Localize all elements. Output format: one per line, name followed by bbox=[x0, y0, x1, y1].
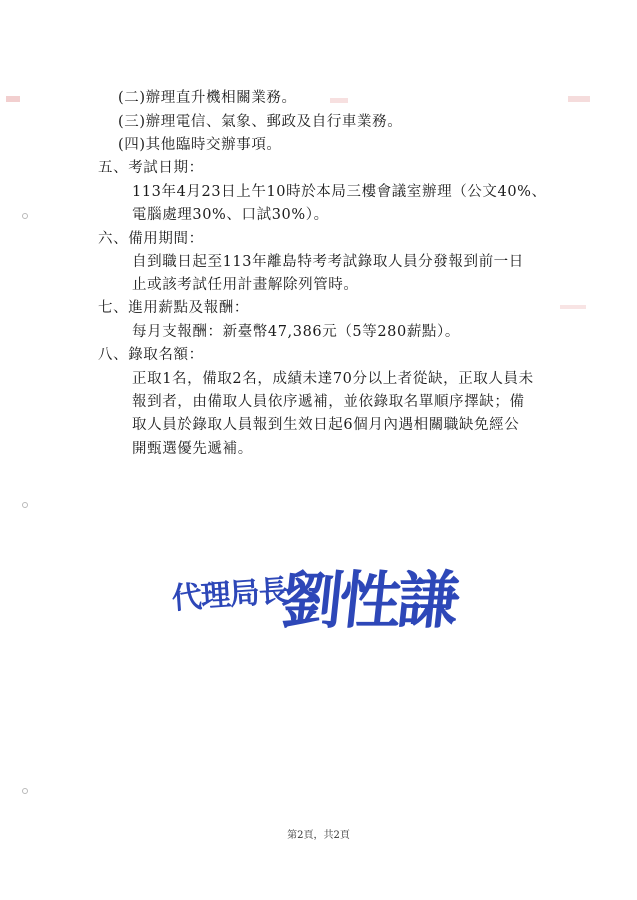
exam-date-text: 113年4月23日上午10時於本局三樓會議室辦理（公文40%、 bbox=[132, 184, 547, 200]
binding-dot bbox=[22, 788, 28, 794]
item-helicopter: (二)辦理直升機相關業務。 bbox=[118, 90, 297, 106]
quota-text-cont-3: 開甄選優先遞補。 bbox=[132, 441, 253, 457]
section-exam-date-heading: 五、考試日期： bbox=[98, 160, 204, 176]
reserve-period-text: 自到職日起至113年離島特考考試錄取人員分發報到前一日 bbox=[132, 254, 524, 270]
item-other-duties: (四)其他臨時交辦事項。 bbox=[118, 137, 282, 153]
salary-text: 每月支報酬：新臺幣47,386元（5等280薪點）。 bbox=[132, 324, 460, 340]
seal-mark-right bbox=[568, 96, 590, 102]
binding-dot bbox=[22, 502, 28, 508]
section-salary-heading: 七、進用薪點及報酬： bbox=[98, 300, 249, 316]
item-telecom: (三)辦理電信、氣象、郵政及自行車業務。 bbox=[118, 114, 403, 130]
quota-text-cont-2: 取人員於錄取人員報到生效日起6個月內遇相關職缺免經公 bbox=[132, 417, 520, 433]
page-number: 第2頁，共2頁 bbox=[287, 830, 350, 841]
quota-text: 正取1名，備取2名，成績未達70分以上者從缺，正取人員未 bbox=[132, 371, 534, 387]
binding-dot bbox=[22, 213, 28, 219]
seal-mark-right-low bbox=[560, 305, 586, 309]
reserve-period-text-cont: 止或該考試任用計畫解除列管時。 bbox=[132, 277, 359, 293]
svg-text:劉性謙: 劉性謙 bbox=[277, 564, 460, 637]
seal-mark-center bbox=[330, 98, 348, 103]
quota-text-cont-1: 報到者，由備取人員依序遞補，並依錄取名單順序擇缺；備 bbox=[132, 394, 525, 410]
seal-mark-left bbox=[6, 96, 20, 102]
acting-director-signature-stamp bbox=[170, 538, 470, 638]
section-reserve-period-heading: 六、備用期間： bbox=[98, 231, 204, 247]
section-quota-heading: 八、錄取名額： bbox=[98, 347, 204, 363]
exam-date-text-cont: 電腦處理30%、口試30%）。 bbox=[132, 207, 329, 223]
svg-text:代理局長: 代理局長 bbox=[170, 573, 289, 617]
